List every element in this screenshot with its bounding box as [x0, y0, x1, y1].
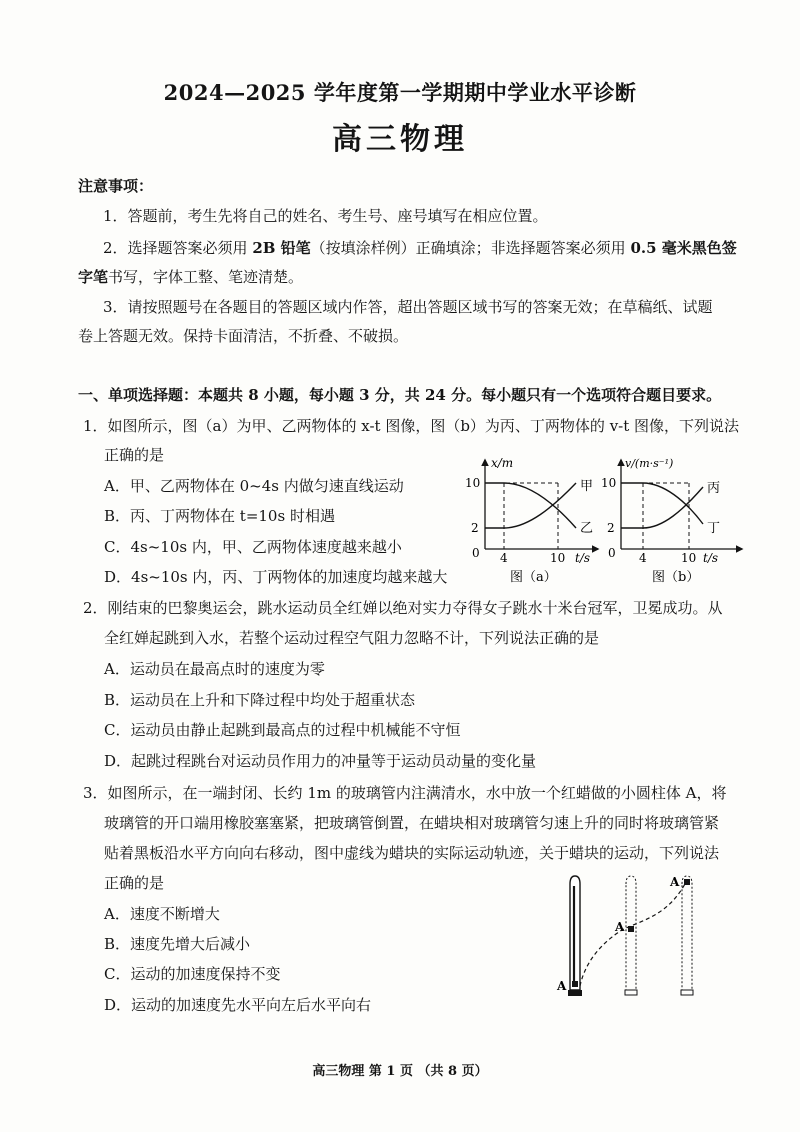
- notice-item-2: [103, 238, 737, 258]
- wax-block-middle: [628, 926, 634, 932]
- notice-item-2-part-f: 书写，字体工整、笔迹清楚。: [108, 268, 304, 286]
- glass-tube-end: [682, 876, 692, 990]
- q2-stem-line1: 2．刚结束的巴黎奥运会，跳水运动员全红婵以绝对实力夺得女子跳水十米台冠军，卫冕成功。从: [83, 599, 723, 617]
- glass-tube-middle: [626, 876, 636, 990]
- wax-block-trajectory: [580, 882, 686, 986]
- rubber-stopper-start: [568, 990, 582, 996]
- q1-option-b: B．丙、丁两物体在 t=10s 时相遇: [104, 507, 335, 525]
- graph-b-origin: 0: [608, 546, 616, 560]
- notice-item-2-part-c: （按填涂样例）正确填涂；非选择题答案必须用: [310, 239, 631, 257]
- q2-option-a: A．运动员在最高点时的速度为零: [104, 660, 325, 678]
- graph-b-xtick-10: 10: [681, 551, 697, 565]
- q1-stem-line1: 1．如图所示，图（a）为甲、乙两物体的 x-t 图像，图（b）为丙、丁两物体的 v-t 图像，下列说法: [83, 417, 740, 435]
- page-footer: 高三物理 第 1 页 （共 8 页）: [312, 1064, 488, 1079]
- graph-a: [458, 452, 603, 587]
- section-heading: 一、单项选择题：本题共 8 小题，每小题 3 分，共 24 分。每小题只有一个选项符合题目要求。: [78, 386, 722, 404]
- graph-a-label-1: 甲: [580, 479, 594, 494]
- wax-block-label-start: A: [557, 979, 567, 993]
- graph-b-ylabel: v/(m·s⁻¹): [625, 457, 674, 470]
- q1-option-d: D．4s~10s 内，丙、丁两物体的加速度均越来越大: [104, 568, 448, 586]
- wax-block-start: [572, 981, 578, 987]
- notice-item-1: 1．答题前，考生先将自己的姓名、考生号、座号填写在相应位置。: [103, 207, 548, 225]
- graph-a-xtick-4: 4: [500, 551, 508, 565]
- q1-option-a: A．甲、乙两物体在 0~4s 内做匀速直线运动: [104, 477, 404, 495]
- q3-stem-line1: 3．如图所示，在一端封闭、长约 1m 的玻璃管内注满清水，水中放一个红蜡做的小圆柱体 A，将: [83, 784, 727, 802]
- notice-item-2-pen-cont: 字笔: [78, 268, 109, 286]
- graph-a-ytick-2: 2: [471, 521, 479, 535]
- q2-stem-line2: 全红婵起跳到入水，若整个运动过程空气阻力忽略不计，下列说法正确的是: [104, 629, 600, 647]
- q3-stem-line3: 贴着黑板沿水平方向向右移动，图中虚线为蜡块的实际运动轨迹，关于蜡块的运动，下列说法: [104, 844, 720, 862]
- exam-title: 2024—2025 学年度第一学期期中学业水平诊断: [163, 80, 637, 105]
- q2-option-d: D．起跳过程跳台对运动员作用力的冲量等于运动员动量的变化量: [104, 752, 537, 770]
- rubber-stopper-middle: [625, 990, 637, 995]
- graph-b-label-2: 丁: [707, 521, 721, 536]
- graph-a-origin: 0: [472, 546, 480, 560]
- rubber-stopper-end: [681, 990, 693, 995]
- graph-a-caption: 图（a）: [510, 570, 557, 585]
- graph-a-xtick-10: 10: [550, 551, 566, 565]
- notice-title: 注意事项：: [78, 177, 154, 195]
- graph-b-ytick-10: 10: [601, 476, 617, 490]
- graph-b-xlabel: t/s: [703, 551, 719, 565]
- graph-a-ylabel: x/m: [491, 456, 514, 470]
- notice-item-2-pen: 0.5 毫米黑色签: [630, 239, 737, 257]
- q3-option-b: B．速度先增大后减小: [104, 935, 251, 953]
- q2-option-b: B．运动员在上升和下降过程中均处于超重状态: [104, 691, 416, 709]
- graph-b-label-1: 丙: [707, 481, 721, 496]
- q3-stem-line2: 玻璃管的开口端用橡胶塞塞紧，把玻璃管倒置，在蜡块相对玻璃管匀速上升的同时将玻璃管紧: [104, 814, 720, 832]
- q3-stem-line4: 正确的是: [104, 874, 165, 892]
- subject-title: 高三物理: [332, 122, 468, 157]
- wax-block-end: [684, 879, 690, 885]
- wax-block-label-middle: A: [615, 920, 625, 934]
- wax-block-label-end: A: [670, 875, 680, 889]
- graph-b-curve-1: [621, 483, 703, 524]
- graph-b-ytick-2: 2: [607, 521, 615, 535]
- q3-option-c: C．运动的加速度保持不变: [104, 965, 281, 983]
- q1-stem-line2: 正确的是: [104, 446, 165, 464]
- notice-item-2-cont: [78, 267, 303, 287]
- graph-a-xlabel: t/s: [575, 551, 591, 565]
- graph-a-label-2: 乙: [580, 521, 594, 536]
- notice-item-2-part-a: 2．选择题答案必须用: [103, 239, 253, 257]
- notice-item-3-line1: 3．请按照题号在各题目的答题区域内作答，超出答题区域书写的答案无效；在草稿纸、试题: [103, 298, 713, 316]
- graph-b-caption: 图（b）: [652, 570, 700, 585]
- q2-option-c: C．运动员由静止起跳到最高点的过程中机械能不守恒: [104, 721, 461, 739]
- graph-b-curve-2: [621, 487, 703, 528]
- glass-tube-figure: [550, 870, 700, 1000]
- graph-b-xtick-4: 4: [639, 551, 647, 565]
- graph-b: [597, 452, 747, 587]
- notice-item-2-pencil: 2B 铅笔: [252, 239, 311, 257]
- graph-a-ytick-10: 10: [465, 476, 481, 490]
- notice-item-3-line2: 卷上答题无效。保持卡面清洁，不折叠、不破损。: [78, 327, 409, 345]
- q3-option-a: A．速度不断增大: [104, 905, 220, 923]
- q1-option-c: C．4s~10s 内，甲、乙两物体速度越来越小: [104, 538, 402, 556]
- q3-option-d: D．运动的加速度先水平向左后水平向右: [104, 996, 372, 1014]
